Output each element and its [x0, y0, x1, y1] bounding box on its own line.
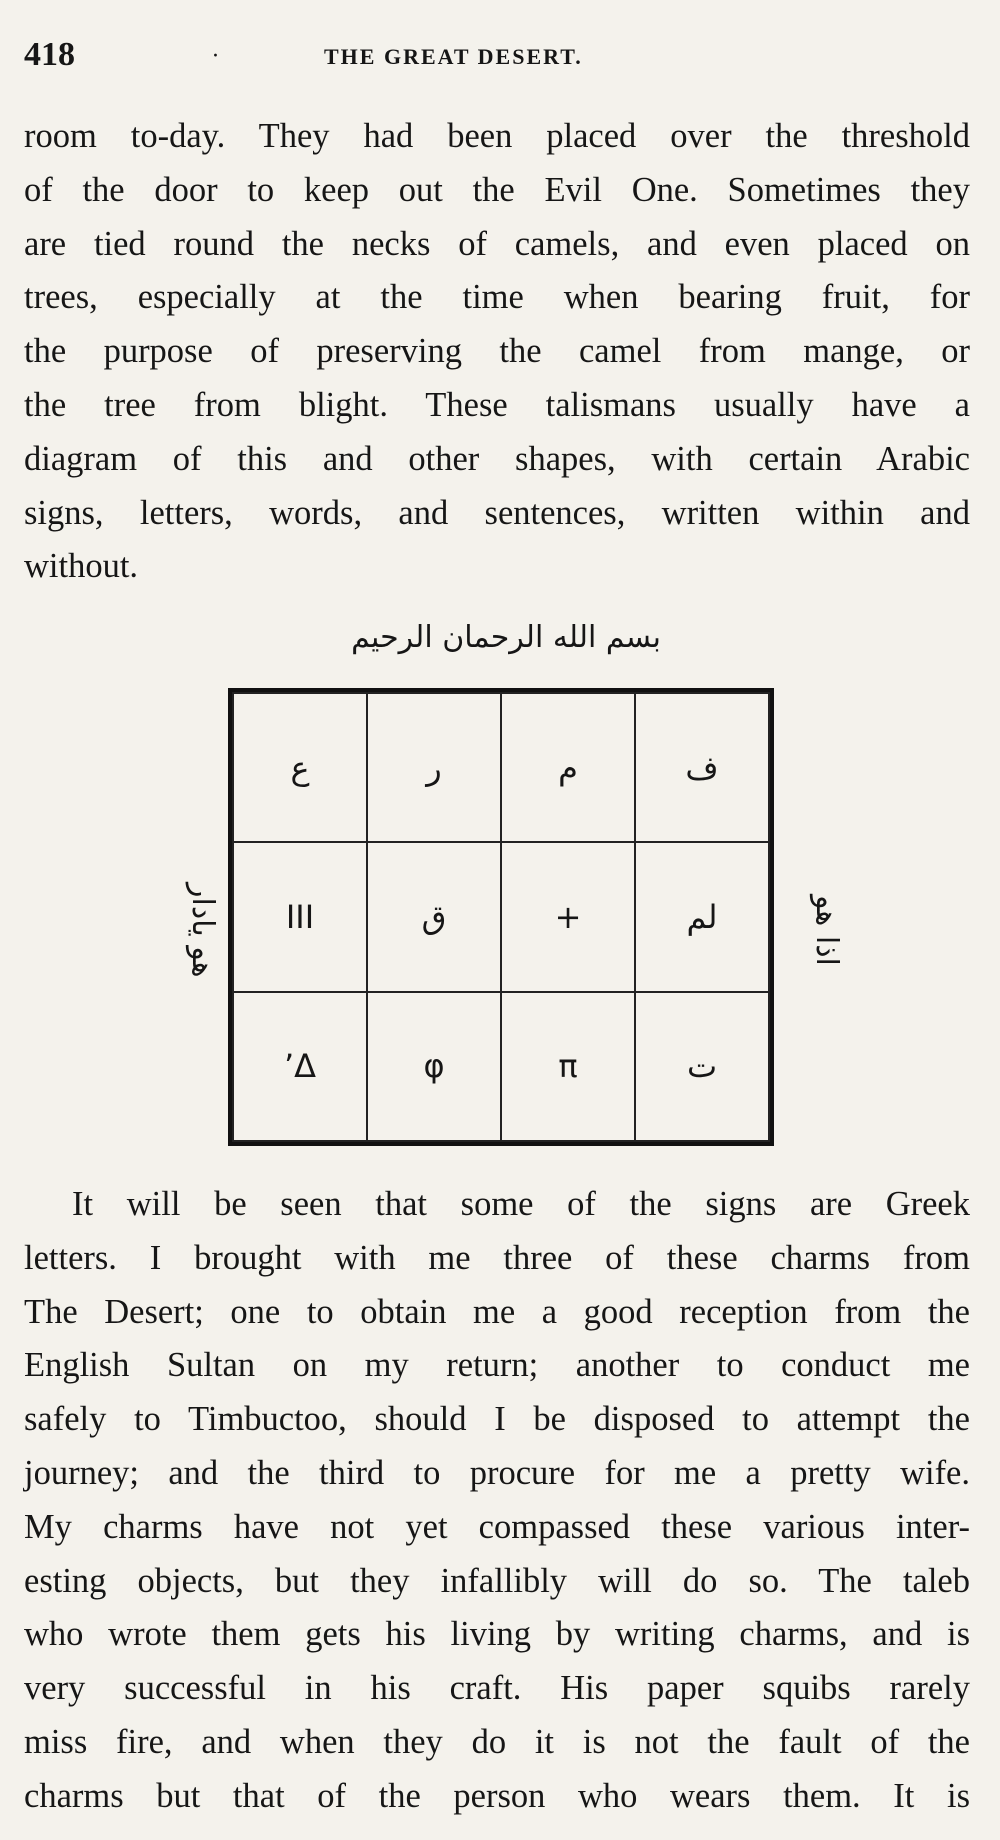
text-line: charms but that of the person who wears them. It is: [24, 1776, 970, 1815]
text-line: of the door to keep out the Evil One. Sometimes they: [24, 170, 970, 209]
running-title: THE GREAT DESERT.: [324, 44, 583, 69]
grid-cell: ت: [635, 992, 769, 1141]
grid-cell: +: [501, 842, 635, 991]
grid-cell: ر: [367, 693, 501, 842]
text-line: English Sultan on my return; another to conduct me: [24, 1346, 970, 1385]
grid-row: [233, 693, 769, 842]
text-line: are tied round the necks of camels, and even placed on: [24, 224, 970, 263]
grid-cell: ف: [635, 693, 769, 842]
grid-row: [233, 842, 769, 991]
text-line: the purpose of preserving the camel from mange, or: [24, 332, 970, 371]
grid-cell: ع: [233, 693, 367, 842]
grid-cell: ق: [367, 842, 501, 991]
text-line: signs, letters, words, and sentences, written within and: [24, 493, 970, 532]
text-line: room to-day. They had been placed over the threshold: [24, 117, 970, 155]
paragraph-2: [24, 1178, 970, 1824]
text-line: who wrote them gets his living by writing charms, and is: [24, 1615, 970, 1654]
talisman-diagram: [160, 620, 860, 1160]
left-side-inscription: هو يادار: [185, 882, 220, 978]
text-line: esting objects, but they infallibly will do so. The taleb: [24, 1561, 970, 1600]
header-separator: ·: [212, 44, 219, 69]
text-line: very successful in his craft. His paper squibs rarely: [24, 1669, 970, 1708]
grid-cell: م: [501, 693, 635, 842]
text-line: letters. I brought with me three of these charms from: [24, 1238, 970, 1277]
grid-cell: III: [233, 842, 367, 991]
paragraph-1: [24, 110, 970, 594]
text-line: diagram of this and other shapes, with certain Arabic: [24, 439, 970, 478]
text-line: The Desert; one to obtain me a good reception from the: [24, 1292, 970, 1331]
page-number: 418: [24, 36, 75, 73]
text-line: It will be seen that some of the signs are Greek: [72, 1185, 970, 1223]
text-line: without.: [24, 547, 139, 586]
text-line: My charms have not yet compassed these various inter-: [24, 1507, 970, 1546]
text-line: safely to Timbuctoo, should I be disposed to attempt the: [24, 1400, 970, 1439]
grid-cell: π: [501, 992, 635, 1141]
running-head: [24, 36, 980, 76]
grid-cell: لم: [635, 842, 769, 991]
text-line: miss fire, and when they do it is not the fault of the: [24, 1722, 970, 1761]
arabic-invocation: بسم الله الرحمان الرحيم: [351, 620, 661, 655]
grid-row: [233, 992, 769, 1141]
grid-cell: ʼΔ: [233, 992, 367, 1141]
text-line: journey; and the third to procure for me a pretty wife.: [24, 1453, 970, 1492]
text-line: the tree from blight. These talismans usually have a: [24, 385, 970, 424]
right-side-inscription: اذا هو: [809, 894, 844, 966]
talisman-grid: [228, 688, 774, 1146]
grid-cell: φ: [367, 992, 501, 1141]
text-line: trees, especially at the time when bearing fruit, for: [24, 278, 970, 317]
